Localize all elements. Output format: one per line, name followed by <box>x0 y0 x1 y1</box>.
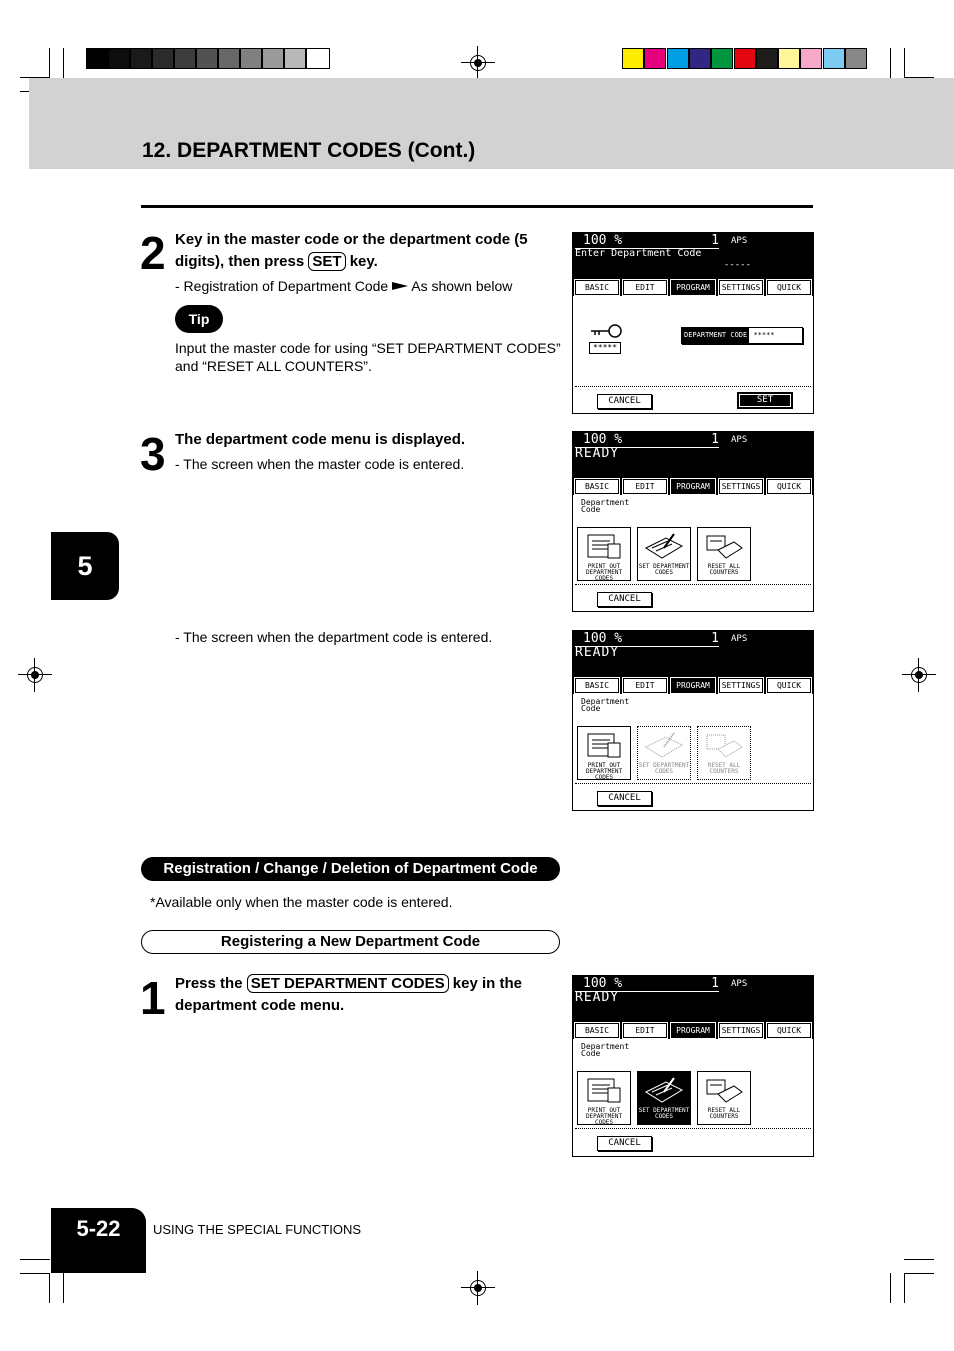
counter-reset-icon <box>704 532 744 562</box>
tab-edit[interactable]: EDIT <box>623 678 667 693</box>
panel-label: Department Code <box>581 498 630 514</box>
subtext-part: - Registration of Department Code <box>175 278 393 294</box>
panel-divider <box>575 386 811 387</box>
color-swatch <box>689 48 711 69</box>
crop-mark <box>904 1273 934 1274</box>
panel-body <box>573 694 813 810</box>
department-code-field[interactable] <box>681 327 803 344</box>
touch-panel-master-menu <box>572 431 814 612</box>
button-label: SET DEPARTMENT CODES <box>638 1107 690 1120</box>
panel-status-area <box>573 976 813 1020</box>
zoom-percent: 100 % <box>575 976 719 992</box>
tab-basic[interactable]: BASIC <box>575 678 619 693</box>
panel-message: READY <box>575 645 620 660</box>
step-subtext: - The screen when the department code is entered. <box>175 629 493 645</box>
tab-settings[interactable]: SETTINGS <box>719 678 763 693</box>
chapter-tab: 5 <box>51 532 119 600</box>
aps-indicator: APS <box>731 979 748 989</box>
section-heading: Registration / Change / Deletion of Department Code <box>141 857 560 881</box>
step-instruction <box>175 973 565 1017</box>
step-instruction: The department code menu is displayed. <box>175 431 466 448</box>
page-title: 12. DEPARTMENT CODES (Cont.) <box>142 139 476 162</box>
print-out-codes-button[interactable] <box>577 726 631 780</box>
panel-label: Department Code <box>581 1042 630 1058</box>
step-text-part: key in the <box>448 975 522 992</box>
tip-text <box>175 339 570 375</box>
aps-indicator: APS <box>731 236 748 246</box>
tab-edit[interactable]: EDIT <box>623 1023 667 1038</box>
touch-panel-department-menu <box>572 630 814 811</box>
step-line: Key in the master code or the department code (5 <box>175 231 528 248</box>
footer-chapter-title: USING THE SPECIAL FUNCTIONS <box>153 1222 362 1237</box>
cancel-button[interactable]: CANCEL <box>597 1136 652 1151</box>
button-label: PRINT OUT DEPARTMENT CODES <box>585 1107 623 1126</box>
tip-line: Input the master code for using “SET DEPARTMENT CODES” <box>175 340 561 356</box>
zoom-percent: 100 % <box>575 631 719 647</box>
crop-mark <box>20 1273 50 1274</box>
color-swatch <box>756 48 778 69</box>
button-label: RESET ALL COUNTERS <box>707 563 741 576</box>
zoom-percent: 100 % <box>575 233 719 249</box>
color-swatch <box>734 48 756 69</box>
print-out-codes-button[interactable] <box>577 1071 631 1125</box>
panel-status-area <box>573 631 813 675</box>
step-subtext <box>175 277 512 295</box>
panel-divider <box>575 783 811 784</box>
printer-list-icon <box>584 532 624 562</box>
cancel-button[interactable]: CANCEL <box>597 592 652 607</box>
tab-settings[interactable]: SETTINGS <box>719 280 763 295</box>
registration-mark-icon <box>908 664 930 686</box>
copy-count: 1 <box>711 976 719 991</box>
set-department-codes-button[interactable] <box>637 527 691 581</box>
keypad-pen-icon <box>644 1076 684 1106</box>
tip-badge: Tip <box>175 305 223 333</box>
color-swatch <box>778 48 800 69</box>
button-label: SET DEPARTMENT CODES <box>638 563 690 576</box>
crop-mark <box>890 48 891 78</box>
color-swatch <box>711 48 733 69</box>
tab-quick[interactable]: QUICK <box>767 280 811 295</box>
panel-message: Enter Department Code <box>575 248 702 259</box>
set-button[interactable]: SET <box>737 392 793 409</box>
button-label: PRINT OUT DEPARTMENT CODES <box>585 563 623 582</box>
tab-settings[interactable]: SETTINGS <box>719 479 763 494</box>
tab-basic[interactable]: BASIC <box>575 280 619 295</box>
crop-mark <box>904 48 905 78</box>
print-out-codes-button[interactable] <box>577 527 631 581</box>
color-swatch <box>845 48 867 69</box>
subtext-part: As shown below <box>408 278 513 294</box>
step-number: 1 <box>140 972 164 1024</box>
color-swatch <box>644 48 666 69</box>
panel-tabs <box>573 1020 813 1039</box>
copy-count: 1 <box>711 233 719 248</box>
aps-indicator: APS <box>731 435 748 445</box>
tab-program[interactable]: PROGRAM <box>671 678 715 693</box>
page-number: 5-22 <box>51 1208 146 1273</box>
tab-edit[interactable]: EDIT <box>623 280 667 295</box>
crop-mark <box>49 1273 50 1303</box>
tab-edit[interactable]: EDIT <box>623 479 667 494</box>
set-key: SET <box>308 252 345 271</box>
registration-mark-icon <box>467 1277 489 1299</box>
key-icon <box>589 324 623 340</box>
panel-message: READY <box>575 990 620 1005</box>
code-dashes: ----- <box>723 260 751 270</box>
set-department-codes-button-disabled <box>637 726 691 780</box>
reset-all-counters-button[interactable] <box>697 527 751 581</box>
panel-label: Department Code <box>581 697 630 713</box>
copy-count: 1 <box>711 631 719 646</box>
reset-all-counters-button[interactable] <box>697 1071 751 1125</box>
step-text-part: digits), then press <box>175 253 309 270</box>
crop-mark <box>904 1273 905 1303</box>
title-rule <box>141 205 813 208</box>
step-line: department code menu. <box>175 997 345 1014</box>
button-label: RESET ALL COUNTERS <box>707 762 741 775</box>
color-swatch <box>800 48 822 69</box>
tab-program[interactable]: PROGRAM <box>671 280 715 295</box>
button-label: RESET ALL COUNTERS <box>707 1107 741 1120</box>
set-department-codes-button-selected[interactable] <box>637 1071 691 1125</box>
tab-quick[interactable]: QUICK <box>767 479 811 494</box>
panel-tabs <box>573 675 813 694</box>
tab-program[interactable]: PROGRAM <box>671 1023 715 1038</box>
tip-line: and “RESET ALL COUNTERS”. <box>175 358 372 374</box>
set-department-codes-key: SET DEPARTMENT CODES <box>247 974 449 993</box>
printer-list-icon <box>584 1076 624 1106</box>
panel-divider <box>575 584 811 585</box>
tab-quick[interactable]: QUICK <box>767 1023 811 1038</box>
step-text-part: Press the <box>175 975 247 992</box>
panel-status-area <box>573 233 813 277</box>
subsection-heading: Registering a New Department Code <box>141 930 560 954</box>
zoom-percent: 100 % <box>575 432 719 448</box>
color-swatch <box>667 48 689 69</box>
panel-tabs <box>573 476 813 495</box>
crop-mark <box>890 1273 891 1303</box>
cancel-button[interactable]: CANCEL <box>597 791 652 806</box>
crop-mark <box>904 1259 934 1260</box>
printer-list-icon <box>584 731 624 761</box>
panel-tabs <box>573 277 813 296</box>
panel-divider <box>575 1128 811 1129</box>
step-number: 2 <box>140 227 164 279</box>
tab-basic[interactable]: BASIC <box>575 479 619 494</box>
crop-mark <box>63 48 64 78</box>
keypad-pen-icon <box>644 532 684 562</box>
panel-message: READY <box>575 446 620 461</box>
panel-status-area <box>573 432 813 476</box>
field-value: ***** <box>753 331 775 339</box>
step-instruction <box>175 229 565 273</box>
counter-reset-icon <box>704 1076 744 1106</box>
step-number: 3 <box>140 428 164 480</box>
keypad-pen-icon <box>644 731 684 761</box>
button-label: PRINT OUT DEPARTMENT CODES <box>585 762 623 781</box>
tab-quick[interactable]: QUICK <box>767 678 811 693</box>
copy-count: 1 <box>711 432 719 447</box>
step-line <box>175 251 565 273</box>
tab-settings[interactable]: SETTINGS <box>719 1023 763 1038</box>
touch-panel-set-selected <box>572 975 814 1157</box>
arrow-right-icon <box>392 281 408 291</box>
crop-mark <box>63 1273 64 1303</box>
section-note: *Available only when the master code is entered. <box>150 894 453 910</box>
masked-code: ***** <box>589 342 621 354</box>
color-swatch <box>823 48 845 69</box>
panel-body <box>573 296 813 413</box>
panel-body <box>573 1039 813 1155</box>
crop-mark <box>49 48 50 78</box>
reset-all-counters-button-disabled <box>697 726 751 780</box>
aps-indicator: APS <box>731 634 748 644</box>
panel-body <box>573 495 813 611</box>
touch-panel-enter-code <box>572 232 814 414</box>
field-label: DEPARTMENT CODE <box>682 328 749 343</box>
color-swatch <box>622 48 644 69</box>
counter-reset-icon <box>704 731 744 761</box>
registration-mark-icon <box>467 52 489 74</box>
step-subtext: - The screen when the master code is entered. <box>175 456 465 472</box>
registration-mark-icon <box>24 664 46 686</box>
button-label: SET DEPARTMENT CODES <box>638 762 690 775</box>
crop-mark <box>20 1259 50 1260</box>
cancel-button[interactable]: CANCEL <box>597 394 652 409</box>
tab-basic[interactable]: BASIC <box>575 1023 619 1038</box>
step-line <box>175 973 565 995</box>
step-text-part: key. <box>345 253 378 270</box>
tab-program[interactable]: PROGRAM <box>671 479 715 494</box>
